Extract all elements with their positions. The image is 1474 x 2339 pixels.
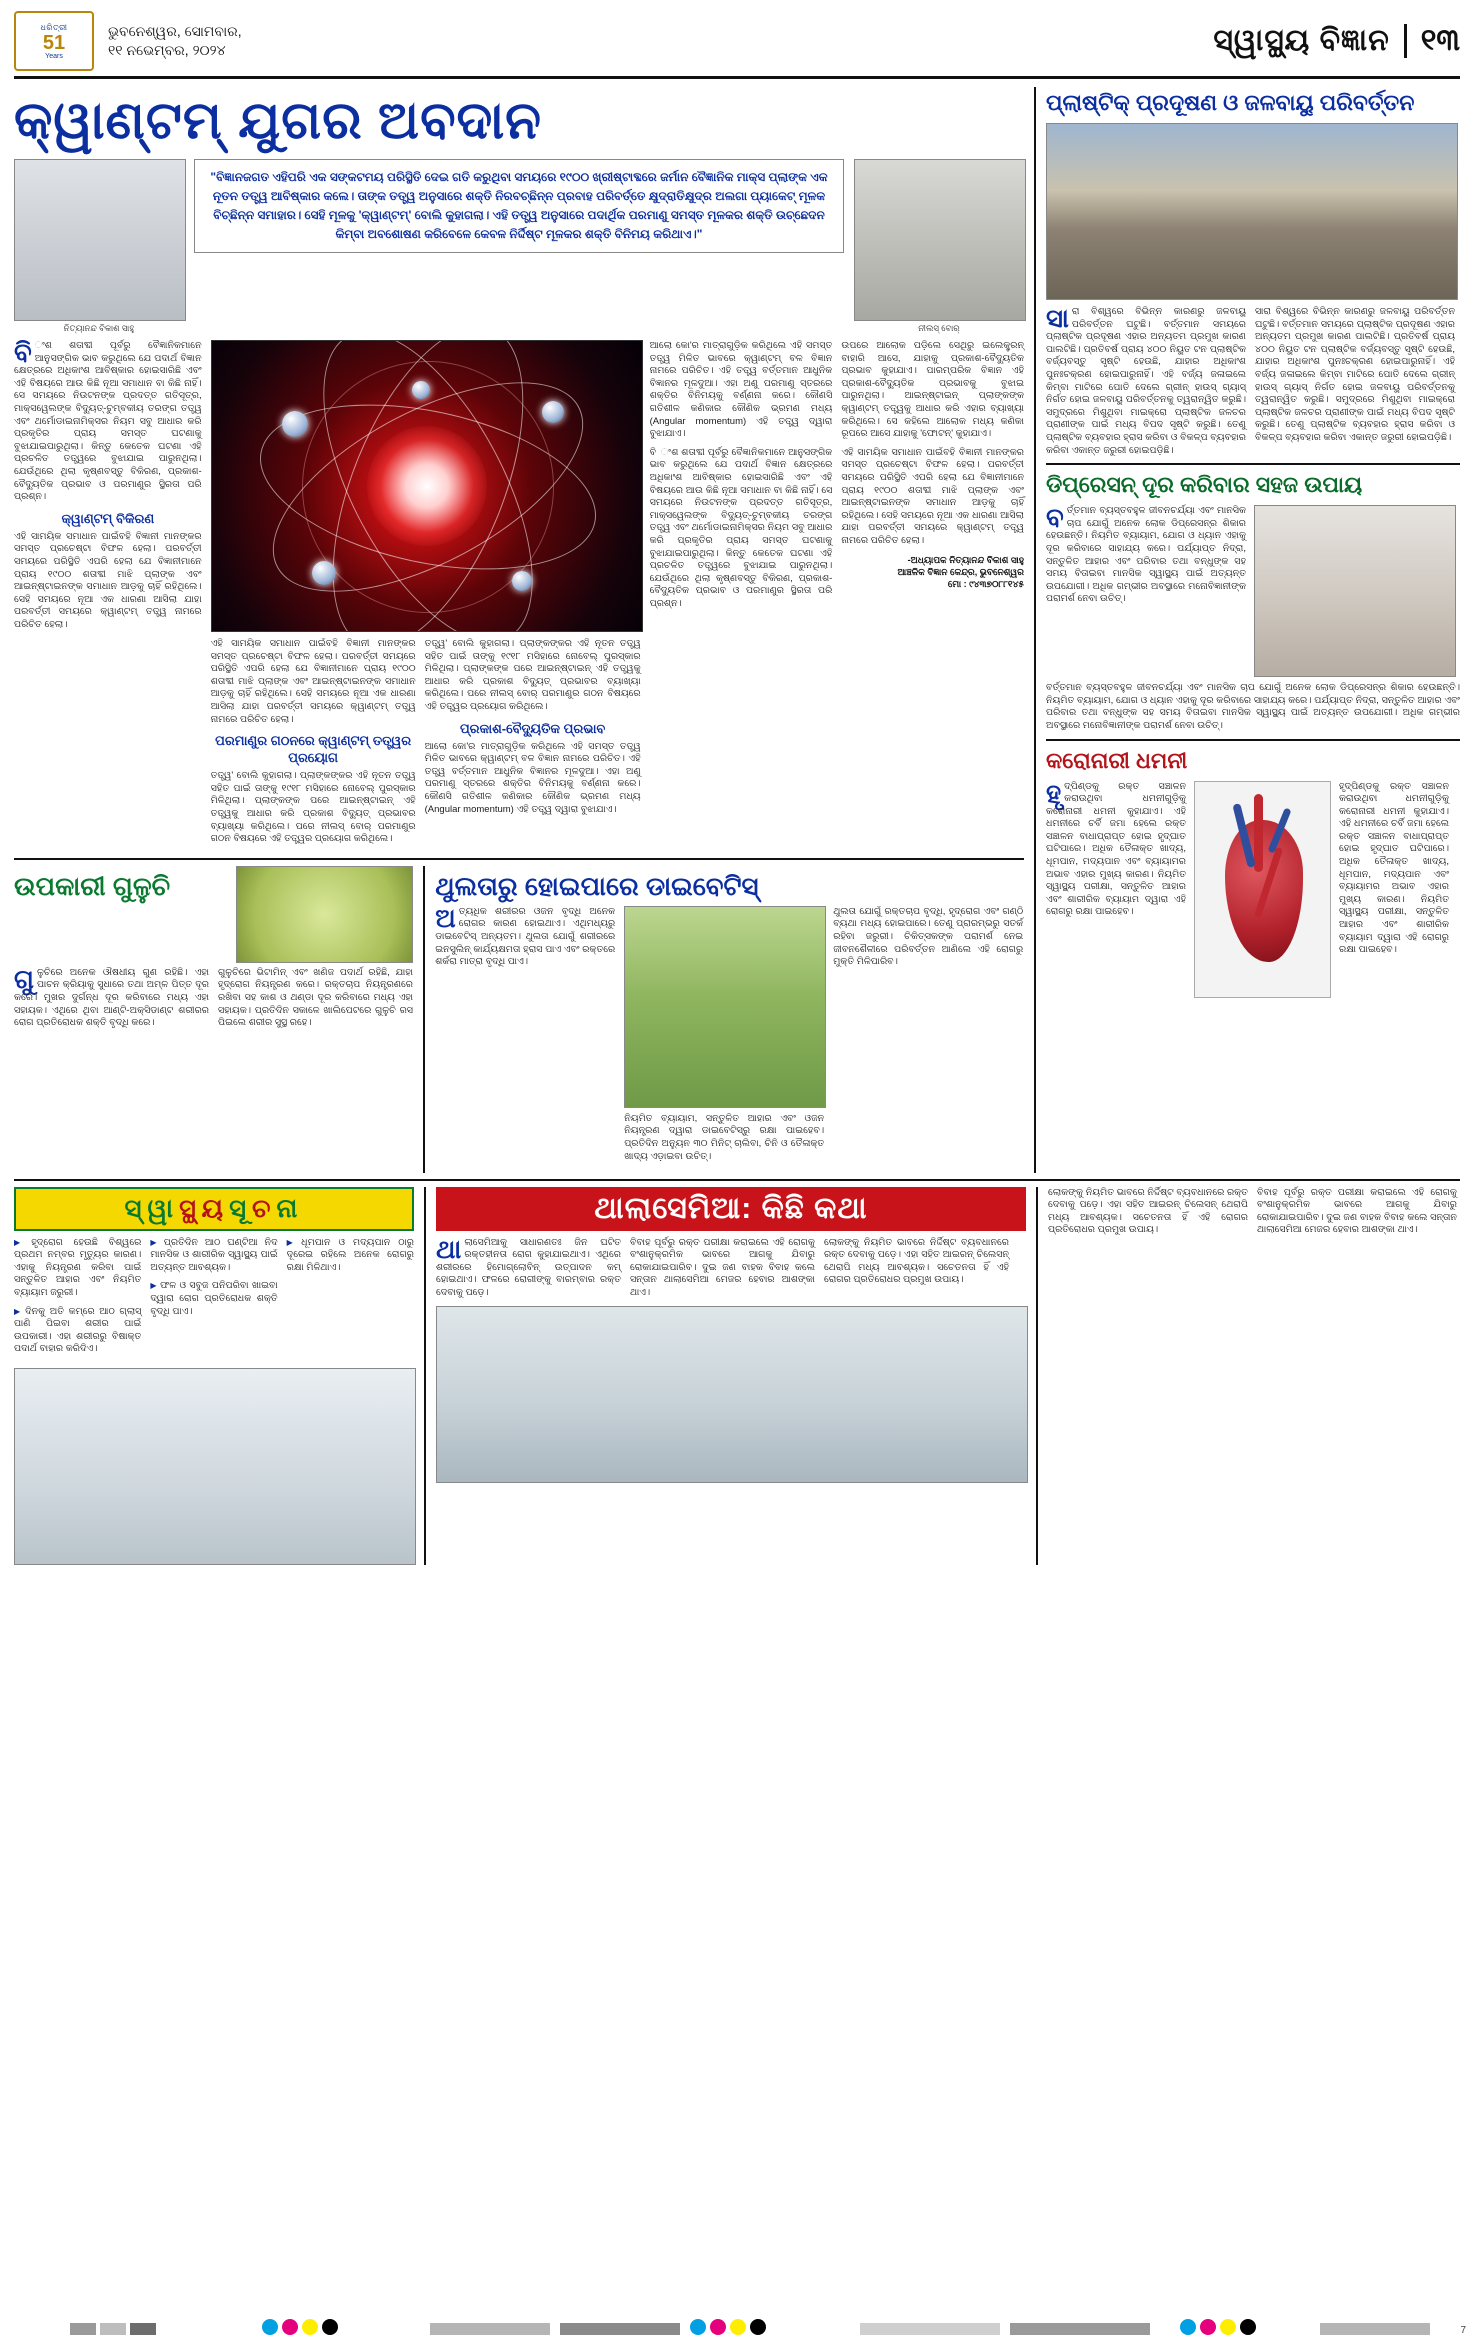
- logo-anniversary-number: 51: [42, 31, 66, 54]
- author-caption: ନିତ୍ୟାନନ୍ଦ ବିକାଶ ସାହୁ: [63, 323, 135, 333]
- reg-dot-magenta-3: [1200, 2319, 1216, 2335]
- page-body: [14, 87, 1460, 1173]
- section-title: ସ୍ୱାସ୍ଥ୍ୟ ବିଜ୍ଞାନ: [1213, 24, 1406, 58]
- author-photo: [14, 159, 186, 321]
- scientist-photo: [854, 159, 1026, 321]
- diabetes-text-2: ନିୟମିତ ବ୍ୟାୟାମ, ସନ୍ତୁଳିତ ଆହାର ଏବଂ ଓଜନ ନିୟନ୍ତ୍ରଣ ଦ୍ୱାରା ଡାଇବେଟିସ୍‌ରୁ ରକ୍ଷା ପାଇହେବ। ପ୍ରତିଦିନ ଅନ୍ୟୁନ ୩୦ ମିନିଟ୍ ଚାଲିବା, ଚିନି ଓ ତୈଳାକ୍ତ ଖାଦ୍ୟ ଏଡ଼ାଇବା ଉଚିତ୍।: [624, 1112, 825, 1162]
- lead-headline: କ୍ୱାଣ୍ଟମ୍ ଯୁଗର ଅବଦାନ: [14, 92, 543, 150]
- edition-date: ୧୧ ନଭେମ୍ବର, ୨୦୨୪: [108, 42, 226, 58]
- reg-gray-2: [100, 2323, 126, 2335]
- diabetes-column-3: [833, 906, 1023, 1173]
- depression-column-1: ବର୍ତ୍ତମାନ ବ୍ୟସ୍ତବହୁଳ ଜୀବନଚର୍ଯ୍ୟା ଏବଂ ମାନସିକ ଚାପ ଯୋଗୁଁ ଅନେକ ଲୋକ ଡିପ୍ରେସନ୍‌ର ଶିକାର ହେଉଛନ୍ତି। ନିୟମିତ ବ୍ୟାୟାମ, ଯୋଗ ଓ ଧ୍ୟାନ ଏହାକୁ ଦୂର କରିବାରେ ସାହାଯ୍ୟ କରେ। ପର୍ଯ୍ୟାପ୍ତ ନିଦ୍ରା, ସନ୍ତୁଳିତ ଆହାର ଏବଂ ପରିବାର ତଥା ବନ୍ଧୁଙ୍କ ସହ ସମୟ ବିତାଇବା ମାନସିକ ସ୍ୱାସ୍ଥ୍ୟ ପାଇଁ ଅତ୍ୟନ୍ତ ଉପଯୋଗୀ। ଅଧିକ ଗମ୍ଭୀର ଅବସ୍ଥାରେ ମନୋବିଜ୍ଞାନୀଙ୍କ ପରାମର୍ଶ ନେବା ଉଚିତ୍।: [1046, 502, 1246, 605]
- edition-place: ଭୁବନେଶ୍ୱର, ସୋମବାର,: [108, 23, 242, 39]
- thalassemia-headline: ଥାଲାସେମିଆ: କିଛି କଥା: [436, 1187, 1026, 1231]
- diabetes-column-1: [435, 902, 616, 1173]
- health-tips-column-3: [287, 1237, 414, 1362]
- byline-affiliation: ଆଞ୍ଚଳିକ ବିଜ୍ଞାନ କେନ୍ଦ୍ର, ଭୁବନେଶ୍ୱର: [897, 566, 1024, 577]
- heart-illustration: [1194, 781, 1331, 998]
- thalassemia-column-4: ଲୋକଙ୍କୁ ନିୟମିତ ଭାବରେ ନିର୍ଦ୍ଦିଷ୍ଟ ବ୍ୟବଧାନରେ ରକ୍ତ ଦେବାକୁ ପଡ଼େ। ଏହା ସହିତ ଆଇରନ୍ ଚିଲେସନ୍ ଥେରାପି ମଧ୍ୟ ଆବଶ୍ୟକ। ସଚେତନତା ହିଁ ଏହି ରୋଗର ପ୍ରତିରୋଧର ପ୍ରମୁଖ ଉପାୟ।: [1047, 1186, 1248, 1236]
- cardamom-column-1: [14, 963, 209, 1036]
- reg-gray-strip-4: [1010, 2323, 1150, 2335]
- reg-dot-black-3: [1240, 2319, 1256, 2335]
- banner-part-2: ସ୍ଥ୍ୟ: [179, 1192, 230, 1223]
- lead-paragraph-4: ଆଲୋ କୋ'ର ମାତ୍ରାଗୁଡ଼ିକ କରିଥିଲେ ଏହି ସମସ୍ତ ତତ୍ତ୍ୱ ମିଳିତ ଭାବରେ କ୍ୱାଣ୍ଟମ୍ ବଳ ବିଜ୍ଞାନ ନାମରେ ପରିଚିତ। ଏହି ତତ୍ତ୍ୱ ବର୍ତ୍ତମାନ ଆଧୁନିକ ବିଜ୍ଞାନର ମୂଳଦୁଆ। ଏହା ଅଣୁ ପରମାଣୁ ସ୍ତରରେ ଶକ୍ତିର ବିନିମୟକୁ ବର୍ଣ୍ଣନା କରେ। କୌଣସି ଗତିଶୀଳ କଣିକାର କୌଣିକ ଭ୍ରମଣ ମଧ୍ୟ (Angular momentum) ଏହି ତତ୍ତ୍ୱ ଦ୍ୱାରା ବୁଝାଯାଏ।: [649, 340, 833, 440]
- atom-electron-2: [542, 401, 564, 423]
- publication-logo: [14, 11, 94, 71]
- scientist-caption: ନୀଲସ୍ ବୋର୍: [918, 323, 960, 333]
- subhead-paramanu-gathana: ପରମାଣୁର ଗଠନରେ କ୍ୱାଣ୍ଟମ୍ ତତ୍ତ୍ୱର ପ୍ରୟୋଗ: [215, 733, 412, 766]
- reg-gray-strip-5: [1320, 2323, 1430, 2335]
- right-zone: [1034, 87, 1460, 1173]
- divider-bottom-strip: [14, 1179, 1460, 1181]
- atom-electron-3: [312, 561, 336, 585]
- health-tip-2: ▶ ଦିନକୁ ଅତି କମ୍‌ରେ ଆଠ ଗ୍ଲାସ୍ ପାଣି ପିଇବା ଶରୀର ପାଇଁ ଉପକାରୀ। ଏହା ଶରୀରରୁ ବିଷାକ୍ତ ପଦାର୍ଥ ବାହାର କରିଦିଏ।: [14, 1306, 141, 1356]
- health-tips-column-2: [150, 1237, 277, 1362]
- reg-dot-yellow-2: [730, 2319, 746, 2335]
- cardamom-article: [14, 866, 413, 1173]
- lead-paragraph-4b: ବି ଂଶ ଶତାବ୍ଦୀ ପୂର୍ବରୁ ବୈଜ୍ଞାନିକମାନେ ଆନୁସଙ୍ଗିକ ଭାବ କରୁଥିଲେ ଯେ ପଦାର୍ଥ ବିଜ୍ଞାନ କ୍ଷେତ୍ରରେ ଅଧିକାଂଶ ଆବିଷ୍କାର ହୋଇସାରିଛି ଏବଂ ଏହି ବିଷୟରେ ଆଉ କିଛି ନୂଆ ସମାଧାନ ବା କିଛି ନାହିଁ। ସେ ସମୟରେ ନିଉଟନଙ୍କ ପ୍ରଦତ୍ତ ଗତିସୂତ୍ର, ମାକ୍ସୱେଲଙ୍କ ବିଦ୍ୟୁତ୍-ଚୁମ୍ବକୀୟ ତରଙ୍ଗ ତତ୍ତ୍ୱ ଏବଂ ଥର୍ମୋଡାଇନାମିକ୍ସର ନିୟମ ସବୁ ଆଧାର କରି ପ୍ରକୃତିର ପ୍ରାୟ ସମସ୍ତ ଘଟଣାକୁ ବୁଝାଯାଇପାରୁଥିଲା। କିନ୍ତୁ କେତେକ ଘଟଣା ଏହି ପ୍ରଚଳିତ ତତ୍ତ୍ୱରେ ବୁଝାଯାଇ ପାରୁନଥିଲା। ଯେଉଁଥିରେ ଥିଲା କୃଷ୍ଣବସ୍ତୁ ବିକିରଣ, ପ୍ରକାଶ-ବୈଦ୍ୟୁତିକ ପ୍ରଭାବ ଓ ପରମାଣୁର ସ୍ଥିରତା ପରି ପ୍ରଶ୍ନ।: [649, 446, 833, 609]
- print-registration-bar: [0, 2317, 1474, 2339]
- author-photo-block: [14, 159, 184, 334]
- divider-vertical-footer: [424, 1187, 426, 1565]
- health-tip-4: ▶ ଫଳ ଓ ସବୁଜ ପନିପରିବା ଖାଇବା ଦ୍ୱାରା ରୋଗ ପ୍ରତିରୋଧକ ଶକ୍ତି ବୃଦ୍ଧି ପାଏ।: [150, 1280, 277, 1318]
- reg-dot-yellow-1: [302, 2319, 318, 2335]
- plastic-pollution-photo: [1046, 123, 1458, 300]
- blood-donation-photo: [436, 1306, 1028, 1483]
- byline-phone: ମୋ : ୯୪୩୭୦୮୮୧୪୫: [947, 578, 1024, 589]
- lead-column-5: [841, 340, 1024, 852]
- cardamom-column-2: [218, 967, 413, 1036]
- lead-paragraph-1: ବିଂଶ ଶତାବ୍ଦୀ ପୂର୍ବରୁ ବୈଜ୍ଞାନିକମାନେ ଆନୁସଙ୍ଗିକ ଭାବ କରୁଥିଲେ ଯେ ପଦାର୍ଥ ବିଜ୍ଞାନ କ୍ଷେତ୍ରରେ ଅଧିକାଂଶ ଆବିଷ୍କାର ହୋଇସାରିଛି ଏବଂ ଏହି ବିଷୟରେ ଆଉ କିଛି ନୂଆ ସମାଧାନ ବା କିଛି ନାହିଁ। ସେ ସମୟରେ ନିଉଟନଙ୍କ ପ୍ରଦତ୍ତ ଗତିସୂତ୍ର, ମାକ୍ସୱେଲଙ୍କ ବିଦ୍ୟୁତ୍-ଚୁମ୍ବକୀୟ ତରଙ୍ଗ ତତ୍ତ୍ୱ ଏବଂ ଥର୍ମୋଡାଇନାମିକ୍ସର ନିୟମ ସବୁ ଆଧାର କରି ପ୍ରକୃତିର ପ୍ରାୟ ସମସ୍ତ ଘଟଣାକୁ ବୁଝାଯାଇପାରୁଥିଲା। କିନ୍ତୁ କେତେକ ଘଟଣା ଏହି ପ୍ରଚଳିତ ତତ୍ତ୍ୱରେ ବୁଝାଯାଇ ପାରୁନଥିଲା। ଯେଉଁଥିରେ ଥିଲା କୃଷ୍ଣବସ୍ତୁ ବିକିରଣ, ପ୍ରକାଶ-ବୈଦ୍ୟୁତିକ ପ୍ରଭାବ ଓ ପରମାଣୁର ସ୍ଥିରତା ପରି ପ୍ରଶ୍ନ।: [14, 337, 202, 503]
- thalassemia-column-3: ଲୋକଙ୍କୁ ନିୟମିତ ଭାବରେ ନିର୍ଦ୍ଦିଷ୍ଟ ବ୍ୟବଧାନରେ ରକ୍ତ ଦେବାକୁ ପଡ଼େ। ଏହା ସହିତ ଆଇରନ୍ ଚିଲେସନ୍ ଥେରାପି ମଧ୍ୟ ଆବଶ୍ୟକ। ସଚେତନତା ହିଁ ଏହି ରୋଗର ପ୍ରତିରୋଧର ପ୍ରମୁଖ ଉପାୟ।: [823, 1236, 1009, 1286]
- thalassemia-column-2: ବିବାହ ପୂର୍ବରୁ ରକ୍ତ ପରୀକ୍ଷା କରାଇଲେ ଏହି ରୋଗକୁ ବଂଶାନୁକ୍ରମିକ ଭାବରେ ଆଗକୁ ଯିବାରୁ ରୋକାଯାଇପାରିବ। ଦୁଇ ଜଣ ବାହକ ବିବାହ କଲେ ସନ୍ତାନ ଥାଲାସେମିଆ ମେଜର ହେବାର ଆଶଙ୍କା ଥାଏ।: [629, 1236, 815, 1298]
- lead-column-4: [650, 340, 833, 852]
- lead-paragraph-5b: ଏହି ସାମୟିକ ସମାଧାନ ପାଇଁବହି ବିଜ୍ଞାନୀ ମାନଙ୍କର ସମସ୍ତ ପ୍ରଚେଷ୍ଟା ବିଫଳ ହେଲା। ପରବର୍ତ୍ତୀ ସମୟରେ ପରିସ୍ଥିତି ଏପରି ହେଲା ଯେ ବିଜ୍ଞାନୀମାନେ ପ୍ରାୟ ୧୯୦୦ ଶତାବ୍ଦୀ ମାଝି ପ୍ଲାଙ୍କ ଏବଂ ଆଇନ୍‌ଷ୍ଟାଇନଙ୍କ ସମାଧାନ ଆଡ଼କୁ ଚାହିଁ ରହିଥିଲେ। ସେହି ସମୟରେ ନୂଆ ଏକ ଧାରଣା ଆସିଲା ଯାହା ପରବର୍ତ୍ତୀ ସମୟରେ କ୍ୱାଣ୍ଟମ୍ ତତ୍ତ୍ୱ ନାମରେ ପରିଚିତ ହେଲା।: [841, 446, 1024, 546]
- thalassemia-column-1: ଥାଲାସେମିଆକୁ ସାଧାରଣତଃ ଜିନ ଘଟିତ ରକ୍ତହୀନତା ରୋଗ କୁହାଯାଇଥାଏ। ଏଥିରେ ଶରୀରରେ ହିମୋଗ୍ଲୋବିନ୍ ଉତ୍ପାଦନ କମ୍ ହୋଇଥାଏ। ଫଳରେ ରୋଗୀଙ୍କୁ ବାରମ୍ବାର ରକ୍ତ ଦେବାକୁ ପଡ଼େ।: [435, 1233, 621, 1298]
- health-tips-section: [14, 1187, 414, 1565]
- health-tip-5: ▶ ଧୂମପାନ ଓ ମଦ୍ୟପାନ ଠାରୁ ଦୂରେଇ ରହିଲେ ଅନେକ ରୋଗରୁ ରକ୍ଷା ମିଳିଥାଏ।: [287, 1237, 414, 1275]
- plastic-column-1: ସାରା ବିଶ୍ୱରେ ବିଭିନ୍ନ କାରଣରୁ ଜଳବାୟୁ ପରିବର୍ତ୍ତନ ଘଟୁଛି। ବର୍ତ୍ତମାନ ସମୟରେ ପ୍ଲାଷ୍ଟିକ ପ୍ରଦୂଷଣ ଏହାର ଅନ୍ୟତମ ପ୍ରମୁଖ କାରଣ ପାଲଟିଛି। ପ୍ରତିବର୍ଷ ପ୍ରାୟ ୪୦୦ ନିୟୁତ ଟନ ପ୍ଲାଷ୍ଟିକ ବର୍ଜ୍ୟବସ୍ତୁ ସୃଷ୍ଟି ହେଉଛି, ଯାହାର ଅଧିକାଂଶ ପୁନଃଚକ୍ରଣ ହୋଇପାରୁନାହିଁ। ଏହି ବର୍ଜ୍ୟ ଜଳାଇଲେ କିମ୍ବା ମାଟିରେ ପୋତି ଦେଲେ ଗ୍ରୀନ୍ ହାଉସ୍ ଗ୍ୟାସ୍ ନିର୍ଗତ ହୋଇ ଜଳବାୟୁ ପରିବର୍ତ୍ତନକୁ ତ୍ୱରାନ୍ୱିତ କରୁଛି। ସମୁଦ୍ରରେ ମିଶୁଥିବା ମାଇକ୍ରୋ ପ୍ଲାଷ୍ଟିକ ଜଳଚର ପ୍ରାଣୀଙ୍କ ପାଇଁ ମଧ୍ୟ ବିପଦ ସୃଷ୍ଟି କରୁଛି। ତେଣୁ ପ୍ଲାଷ୍ଟିକ ବ୍ୟବହାର ହ୍ରାସ କରିବା ଓ ବିକଳ୍ପ ବ୍ୟବହାର କରିବା ଏକାନ୍ତ ଜରୁରୀ ହୋଇପଡ଼ିଛି।: [1046, 303, 1246, 456]
- cardamom-headline: ଉପକାରୀ ଗୁଳୁଚି: [14, 870, 171, 901]
- logo-top-text: ଧରିତ୍ରୀ: [40, 22, 68, 32]
- reg-dot-cyan-1: [262, 2319, 278, 2335]
- thalassemia-column-5: ବିବାହ ପୂର୍ବରୁ ରକ୍ତ ପରୀକ୍ଷା କରାଇଲେ ଏହି ରୋଗକୁ ବଂଶାନୁକ୍ରମିକ ଭାବରେ ଆଗକୁ ଯିବାରୁ ରୋକାଯାଇପାରିବ। ଦୁଇ ଜଣ ବାହକ ବିବାହ କଲେ ସନ୍ତାନ ଥାଲାସେମିଆ ମେଜର ହେବାର ଆଶଙ୍କା ଥାଏ।: [1256, 1186, 1457, 1236]
- health-tips-column-1: [14, 1237, 141, 1362]
- divider-lead-bottom: [14, 858, 1024, 860]
- banner-part-3: ସୂ: [229, 1192, 253, 1223]
- atom-electron-4: [512, 571, 532, 591]
- atom-electron-5: [412, 381, 430, 399]
- atom-electron-1: [282, 411, 308, 437]
- lead-column-1: [14, 337, 202, 852]
- lead-paragraph-3b: ଆଲୋ କୋ'ର ମାତ୍ରାଗୁଡ଼ିକ କରିଥିଲେ ଏହି ସମସ୍ତ ତତ୍ତ୍ୱ ମିଳିତ ଭାବରେ କ୍ୱାଣ୍ଟମ୍ ବଳ ବିଜ୍ଞାନ ନାମରେ ପରିଚିତ। ଏହି ତତ୍ତ୍ୱ ବର୍ତ୍ତମାନ ଆଧୁନିକ ବିଜ୍ଞାନର ମୂଳଦୁଆ। ଏହା ଅଣୁ ପରମାଣୁ ସ୍ତରରେ ଶକ୍ତିର ବିନିମୟକୁ ବର୍ଣ୍ଣନା କରେ। କୌଣସି ଗତିଶୀଳ କଣିକାର କୌଣିକ ଭ୍ରମଣ ମଧ୍ୟ (Angular momentum) ଏହି ତତ୍ତ୍ୱ ଦ୍ୱାରା ବୁଝାଯାଏ।: [424, 740, 641, 815]
- reg-dot-black-1: [322, 2319, 338, 2335]
- article-byline: [841, 554, 1024, 590]
- reg-dot-cyan-2: [690, 2319, 706, 2335]
- lead-paragraph-1b: ଏହି ସାମୟିକ ସମାଧାନ ପାଇଁବହି ବିଜ୍ଞାନୀ ମାନଙ୍କର ସମସ୍ତ ପ୍ରଚେଷ୍ଟା ବିଫଳ ହେଲା। ପରବର୍ତ୍ତୀ ସମୟରେ ପରିସ୍ଥିତି ଏପରି ହେଲା ଯେ ବିଜ୍ଞାନୀମାନେ ପ୍ରାୟ ୧୯୦୦ ଶତାବ୍ଦୀ ମାଝି ପ୍ଲାଙ୍କ ଏବଂ ଆଇନ୍‌ଷ୍ଟାଇନଙ୍କ ସମାଧାନ ଆଡ଼କୁ ଚାହିଁ ରହିଥିଲେ। ସେହି ସମୟରେ ନୂଆ ଏକ ଧାରଣା ଆସିଲା ଯାହା ପରବର୍ତ୍ତୀ ସମୟରେ କ୍ୱାଣ୍ଟମ୍ ତତ୍ତ୍ୱ ନାମରେ ପରିଚିତ ହେଲା।: [14, 530, 202, 630]
- diabetes-photo-block: [624, 906, 824, 1173]
- coronary-artery-main: [1254, 794, 1263, 871]
- reg-gray-3: [130, 2323, 156, 2335]
- juice-photo: [14, 1368, 416, 1565]
- health-tip-3: ▶ ପ୍ରତିଦିନ ଆଠ ଘଣ୍ଟିଆ ନିଦ ମାନସିକ ଓ ଶାରୀରିକ ସ୍ୱାସ୍ଥ୍ୟ ପାଇଁ ଅତ୍ୟନ୍ତ ଆବଶ୍ୟକ।: [150, 1237, 277, 1275]
- lead-paragraph-2: ଏହି ସାମୟିକ ସମାଧାନ ପାଇଁବହି ବିଜ୍ଞାନୀ ମାନଙ୍କର ସମସ୍ତ ପ୍ରଚେଷ୍ଟା ବିଫଳ ହେଲା। ପରବର୍ତ୍ତୀ ସମୟରେ ପରିସ୍ଥିତି ଏପରି ହେଲା ଯେ ବିଜ୍ଞାନୀମାନେ ପ୍ରାୟ ୧୯୦୦ ଶତାବ୍ଦୀ ମାଝି ପ୍ଲାଙ୍କ ଏବଂ ଆଇନ୍‌ଷ୍ଟାଇନଙ୍କ ସମାଧାନ ଆଡ଼କୁ ଚାହିଁ ରହିଥିଲେ। ସେହି ସମୟରେ ନୂଆ ଏକ ଧାରଣା ଆସିଲା ଯାହା ପରବର୍ତ୍ତୀ ସମୟରେ କ୍ୱାଣ୍ଟମ୍ ତତ୍ତ୍ୱ ନାମରେ ପରିଚିତ ହେଲା।: [210, 638, 416, 725]
- lead-paragraph-3: ତତ୍ତ୍ୱ' ବୋଲି କୁହାଗଲା। ପ୍ଲାଙ୍କଙ୍କର ଏହି ନୂତନ ତତ୍ତ୍ୱ ସହିତ ପାଇଁ ତାଙ୍କୁ ୧୯୧୮ ମସିହାରେ ନୋବେଲ୍ ପୁରସ୍କାର ମିଳିଥିଲା। ପ୍ଲାଙ୍କଙ୍କ ପରେ ଆଇନ୍‌ଷ୍ଟାଇନ୍ ଏହି ତତ୍ତ୍ୱକୁ ଆଧାର କରି ପ୍ରକାଶ ବିଦ୍ୟୁତ୍ ପ୍ରଭାବର ବ୍ୟାଖ୍ୟା କରିଥିଲେ। ପରେ ନୀଲସ୍ ବୋର୍ ପରମାଣୁର ଗଠନ ବିଷୟରେ ଏହି ତତ୍ତ୍ୱର ପ୍ରୟୋଗ କରିଥିଲେ।: [424, 638, 641, 712]
- diabetes-text-1: ଅତ୍ୟଧିକ ଶରୀରର ଓଜନ ବୃଦ୍ଧି ଅନେକ ରୋଗର କାରଣ ହୋଇଥାଏ। ଏଥିମଧ୍ୟରୁ ଡାଇବେଟିସ୍ ଅନ୍ୟତମ। ଥୁଲତା ଯୋଗୁଁ ଶରୀରରେ ଇନସୁଲିନ୍ କାର୍ଯ୍ୟକ୍ଷମତା ହ୍ରାସ ପାଏ ଏବଂ ରକ୍ତରେ ଶର୍କରା ମାତ୍ରା ବୃଦ୍ଧି ପାଏ।: [435, 902, 616, 968]
- depression-column-2: ବର୍ତ୍ତମାନ ବ୍ୟସ୍ତବହୁଳ ଜୀବନଚର୍ଯ୍ୟା ଏବଂ ମାନସିକ ଚାପ ଯୋଗୁଁ ଅନେକ ଲୋକ ଡିପ୍ରେସନ୍‌ର ଶିକାର ହେଉଛନ୍ତି। ନିୟମିତ ବ୍ୟାୟାମ, ଯୋଗ ଓ ଧ୍ୟାନ ଏହାକୁ ଦୂର କରିବାରେ ସାହାଯ୍ୟ କରେ। ପର୍ଯ୍ୟାପ୍ତ ନିଦ୍ରା, ସନ୍ତୁଳିତ ଆହାର ଏବଂ ପରିବାର ତଥା ବନ୍ଧୁଙ୍କ ସହ ସମୟ ବିତାଇବା ମାନସିକ ସ୍ୱାସ୍ଥ୍ୟ ପାଇଁ ଅତ୍ୟନ୍ତ ଉପଯୋଗୀ। ଅଧିକ ଗମ୍ଭୀର ଅବସ୍ଥାରେ ମନୋବିଜ୍ଞାନୀଙ୍କ ପରାମର୍ଶ ନେବା ଉଚିତ୍।: [1046, 682, 1460, 731]
- reg-dot-magenta-1: [282, 2319, 298, 2335]
- scientist-photo-block: [854, 159, 1024, 334]
- edition-info: [108, 22, 242, 60]
- cardamom-text-1: ଗୁଳୁଚିରେ ଅନେକ ଔଷଧୀୟ ଗୁଣ ରହିଛି। ଏହା ପାଚନ କ୍ରିୟାକୁ ସୁଧାରେ ତଥା ଅମ୍ଳ ପିତ୍ତ ଦୂର କରେ। ମୁଖର ଦୁର୍ଗନ୍ଧ ଦୂର କରିବାରେ ମଧ୍ୟ ଏହା ସହାୟକ। ଏଥିରେ ଥିବା ଆଣ୍ଟି-ଅକ୍ସିଡାଣ୍ଟ ଶରୀରର ରୋଗ ପ୍ରତିରୋଧକ ଶକ୍ତି ବୃଦ୍ଧି କରେ।: [14, 963, 209, 1029]
- reg-gray-1: [70, 2323, 96, 2335]
- logo-years-label: Years: [45, 52, 63, 60]
- reg-dot-magenta-2: [710, 2319, 726, 2335]
- diabetes-article: [435, 866, 1024, 1173]
- heart-column-2: ହୃଦ୍‌ପିଣ୍ଡକୁ ରକ୍ତ ସଞ୍ଚାଳନ କରାଉଥିବା ଧମନୀଗୁଡ଼ିକୁ କରୋନାରୀ ଧମନୀ କୁହାଯାଏ। ଏହି ଧମନୀରେ ଚର୍ବି ଜମା ହେଲେ ରକ୍ତ ସଞ୍ଚାଳନ ବାଧାପ୍ରାପ୍ତ ହୋଇ ହୃଦ୍‌ଘାତ ଘଟିପାରେ। ଅଧିକ ତୈଳାକ୍ତ ଖାଦ୍ୟ, ଧୂମପାନ, ମଦ୍ୟପାନ ଏବଂ ବ୍ୟାୟାମର ଅଭାବ ଏହାର ମୁଖ୍ୟ କାରଣ। ନିୟମିତ ସ୍ୱାସ୍ଥ୍ୟ ପରୀକ୍ଷା, ସନ୍ତୁଳିତ ଆହାର ଏବଂ ଶାରୀରିକ ବ୍ୟାୟାମ ଦ୍ୱାରା ଏହି ରୋଗରୁ ରକ୍ଷା ପାଇହେବ।: [1339, 780, 1449, 956]
- heart-headline: କରୋନାରୀ ଧମନୀ: [1046, 747, 1188, 773]
- lead-paragraph-2b: ତତ୍ତ୍ୱ' ବୋଲି କୁହାଗଲା। ପ୍ଲାଙ୍କଙ୍କର ଏହି ନୂତନ ତତ୍ତ୍ୱ ସହିତ ପାଇଁ ତାଙ୍କୁ ୧୯୧୮ ମସିହାରେ ନୋବେଲ୍ ପୁରସ୍କାର ମିଳିଥିଲା। ପ୍ଲାଙ୍କଙ୍କ ପରେ ଆଇନ୍‌ଷ୍ଟାଇନ୍ ଏହି ତତ୍ତ୍ୱକୁ ଆଧାର କରି ପ୍ରକାଶ ବିଦ୍ୟୁତ୍ ପ୍ରଭାବର ବ୍ୟାଖ୍ୟା କରିଥିଲେ। ପରେ ନୀଲସ୍ ବୋର୍ ପରମାଣୁର ଗଠନ ବିଷୟରେ ଏହି ତତ୍ତ୍ୱର ପ୍ରୟୋଗ କରିଥିଲେ।: [210, 770, 416, 845]
- lead-column-2: [211, 638, 416, 852]
- thalassemia-extra-column: [1036, 1187, 1460, 1565]
- diabetes-text-3: ଥୁଲତା ଯୋଗୁଁ ରକ୍ତଚାପ ବୃଦ୍ଧି, ହୃଦ୍‌ରୋଗ ଏବଂ ଗଣ୍ଠି ବ୍ୟଥା ମଧ୍ୟ ହୋଇପାରେ। ତେଣୁ ପ୍ରାରମ୍ଭରୁ ସତର୍କ ରହିବା ଜରୁରୀ। ଚିକିତ୍ସକଙ୍କ ପରାମର୍ଶ ନେଇ ଜୀବନଶୈଳୀରେ ପରିବର୍ତ୍ତନ ଆଣିଲେ ଏହି ରୋଗରୁ ମୁକ୍ତି ମିଳିପାରିବ।: [833, 905, 1024, 968]
- cardamom-photo: [236, 866, 413, 963]
- divider-depression: [1046, 739, 1460, 741]
- depression-photo: [1254, 505, 1456, 677]
- jogger-photo: [624, 906, 826, 1108]
- lead-column-3: [425, 638, 641, 852]
- masthead: [14, 10, 1460, 79]
- lead-paragraph-5: ଉପରେ ଆଲୋକ ପଡ଼ିଲେ ସେଥିରୁ ଇଲେକ୍ଟ୍ରନ୍ ବାହାରି ଆସେ, ଯାହାକୁ ପ୍ରକାଶ-ବୈଦ୍ୟୁତିକ ପ୍ରଭାବ କୁହାଯାଏ। ପାରମ୍ପରିକ ବିଜ୍ଞାନ ଏହି ପ୍ରକାଶ-ବୈଦ୍ୟୁତିକ ପ୍ରଭାବକୁ ବୁଝାଇ ପାରୁନଥିଲା। ଆଇନ୍‌ଷ୍ଟାଇନ୍ ପ୍ଲାଙ୍କଙ୍କ କ୍ୱାଣ୍ଟମ୍ ତତ୍ତ୍ୱକୁ ଆଧାର କରି ଏହାର ବ୍ୟାଖ୍ୟା କରିଥିଲେ। ସେ କହିଲେ ଆଲୋକ ମଧ୍ୟ କଣିକା ରୂପରେ ଆସେ ଯାହାକୁ 'ଫୋଟନ୍' କୁହାଯାଏ।: [841, 340, 1024, 440]
- reg-gray-strip-3: [860, 2323, 1000, 2335]
- reg-dot-yellow-3: [1220, 2319, 1236, 2335]
- plastic-headline: ପ୍ଲାଷ୍ଟିକ୍ ପ୍ରଦୂଷଣ ଓ ଜଳବାୟୁ ପରିବର୍ତ୍ତନ: [1046, 90, 1415, 115]
- atom-illustration: [211, 340, 643, 632]
- divider-plastic: [1046, 463, 1460, 465]
- depression-headline: ଡିପ୍ରେସନ୍ ଦୂର କରିବାର ସହଜ ଉପାୟ: [1046, 472, 1363, 498]
- subhead-prakash-baidyutik: ପ୍ରକାଶ-ବୈଦ୍ୟୁତିକ ପ୍ରଭାବ: [459, 720, 606, 736]
- reg-dot-cyan-3: [1180, 2319, 1196, 2335]
- diabetes-headline: ଥୁଲତାରୁ ହୋଇପାରେ ଡାଇବେଟିସ୍: [435, 870, 759, 901]
- health-tip-1: ▶ ହୃଦ୍‌ରୋଗ ହେଉଛି ବିଶ୍ୱରେ ପ୍ରଥମ ନମ୍ବର ମୃତ୍ୟୁର କାରଣ। ଏହାକୁ ନିୟନ୍ତ୍ରଣ କରିବା ପାଇଁ ସନ୍ତୁଳିତ ଆହାର ଏବଂ ନିୟମିତ ବ୍ୟାୟାମ ଜରୁରୀ।: [14, 1237, 141, 1300]
- divider-vertical-bottom: [423, 866, 425, 1173]
- pull-quote: "ବିଜ୍ଞାନଜଗତ ଏହିପରି ଏକ ସଙ୍କଟମୟ ପରିସ୍ଥିତି ଦେଇ ଗତି କରୁଥିବା ସମୟରେ ୧୯୦୦ ଖ୍ରୀଷ୍ଟାବ୍ଦରେ ଜର୍ମାନ ବୈଜ୍ଞାନିକ ମାକ୍ସ ପ୍ଲାଙ୍କ ଏକ ନୂତନ ତତ୍ତ୍ୱ ଆବିଷ୍କାର କଲେ। ତାଙ୍କ ତତ୍ତ୍ୱ ଅନୁସାରେ ଶକ୍ତି ନିରବଚ୍ଛିନ୍ନ ପ୍ରବାହ ପରିବର୍ତ୍ତେ କ୍ଷୁଦ୍ରାତିକ୍ଷୁଦ୍ର ଅଲଗା ପ୍ୟାକେଟ୍ ମୂଳକ ବିଚ୍ଛିନ୍ନ ସମାହାର। ସେହି ମୂଳକୁ 'କ୍ୱାଣ୍ଟମ୍' ବୋଲି କୁହାଗଲା। ଏହି ତତ୍ତ୍ୱ ଅନୁସାରେ ପଦାର୍ଥିକ ପରମାଣୁ ସମସ୍ତ ମୂଳକର ଶକ୍ତି ଉଚ୍ଛେଦନ କିମ୍ବା ଅବଶୋଷଣ କରିବେଳେ କେବଳ ନିର୍ଦ୍ଦିଷ୍ଟ ମୂଳକର ଶକ୍ତି ବିନିମୟ କରିଥାଏ।": [194, 159, 844, 253]
- reg-dot-black-2: [750, 2319, 766, 2335]
- cardamom-text-2: ଗୁଳୁଚିରେ ଭିଟାମିନ୍ ଏବଂ ଖଣିଜ ପଦାର୍ଥ ରହିଛି, ଯାହା ହୃଦ୍‌ରୋଗ ନିୟନ୍ତ୍ରଣ କରେ। ରକ୍ତଚାପ ନିୟନ୍ତ୍ରଣରେ ରଖିବା ସହ କାଶ ଓ ଥଣ୍ଡା ଦୂର କରିବାରେ ମଧ୍ୟ ଏହା ସହାୟକ। ପ୍ରତିଦିନ ସକାଳେ ଖାଲିପେଟରେ ଗୁଳୁଚି ରସ ପିଇଲେ ଶରୀର ସୁସ୍ଥ ରହେ।: [218, 966, 413, 1029]
- byline-author: -ଅଧ୍ୟାପକ ନିତ୍ୟାନନ୍ଦ ବିକାଶ ସାହୁ: [907, 554, 1024, 565]
- reg-gray-strip-1: [430, 2323, 550, 2335]
- health-tips-banner: [14, 1187, 414, 1231]
- heart-column-1: ହୃଦ୍‌ପିଣ୍ଡକୁ ରକ୍ତ ସଞ୍ଚାଳନ କରାଉଥିବା ଧମନୀଗୁଡ଼ିକୁ କରୋନାରୀ ଧମନୀ କୁହାଯାଏ। ଏହି ଧମନୀରେ ଚର୍ବି ଜମା ହେଲେ ରକ୍ତ ସଞ୍ଚାଳନ ବାଧାପ୍ରାପ୍ତ ହୋଇ ହୃଦ୍‌ଘାତ ଘଟିପାରେ। ଅଧିକ ତୈଳାକ୍ତ ଖାଦ୍ୟ, ଧୂମପାନ, ମଦ୍ୟପାନ ଏବଂ ବ୍ୟାୟାମର ଅଭାବ ଏହାର ମୁଖ୍ୟ କାରଣ। ନିୟମିତ ସ୍ୱାସ୍ଥ୍ୟ ପରୀକ୍ଷା, ସନ୍ତୁଳିତ ଆହାର ଏବଂ ଶାରୀରିକ ବ୍ୟାୟାମ ଦ୍ୱାରା ଏହି ରୋଗରୁ ରକ୍ଷା ପାଇହେବ।: [1046, 777, 1186, 918]
- page-number: ୧୩: [1420, 24, 1460, 57]
- banner-part-5: ନା: [276, 1192, 304, 1223]
- plastic-column-2: ସାରା ବିଶ୍ୱରେ ବିଭିନ୍ନ କାରଣରୁ ଜଳବାୟୁ ପରିବର୍ତ୍ତନ ଘଟୁଛି। ବର୍ତ୍ତମାନ ସମୟରେ ପ୍ଲାଷ୍ଟିକ ପ୍ରଦୂଷଣ ଏହାର ଅନ୍ୟତମ ପ୍ରମୁଖ କାରଣ ପାଲଟିଛି। ପ୍ରତିବର୍ଷ ପ୍ରାୟ ୪୦୦ ନିୟୁତ ଟନ ପ୍ଲାଷ୍ଟିକ ବର୍ଜ୍ୟବସ୍ତୁ ସୃଷ୍ଟି ହେଉଛି, ଯାହାର ଅଧିକାଂଶ ପୁନଃଚକ୍ରଣ ହୋଇପାରୁନାହିଁ। ଏହି ବର୍ଜ୍ୟ ଜଳାଇଲେ କିମ୍ବା ମାଟିରେ ପୋତି ଦେଲେ ଗ୍ରୀନ୍ ହାଉସ୍ ଗ୍ୟାସ୍ ନିର୍ଗତ ହୋଇ ଜଳବାୟୁ ପରିବର୍ତ୍ତନକୁ ତ୍ୱରାନ୍ୱିତ କରୁଛି। ସମୁଦ୍ରରେ ମିଶୁଥିବା ମାଇକ୍ରୋ ପ୍ଲାଷ୍ଟିକ ଜଳଚର ପ୍ରାଣୀଙ୍କ ପାଇଁ ମଧ୍ୟ ବିପଦ ସୃଷ୍ଟି କରୁଛି। ତେଣୁ ପ୍ଲାଷ୍ଟିକ ବ୍ୟବହାର ହ୍ରାସ କରିବା ଓ ବିକଳ୍ପ ବ୍ୟବହାର କରିବା ଏକାନ୍ତ ଜରୁରୀ ହୋଇପଡ଼ିଛି।: [1255, 306, 1455, 443]
- banner-part-4: ଚ: [252, 1192, 277, 1223]
- left-zone: [14, 87, 1024, 1173]
- footer-page-mark: 7: [1460, 2325, 1466, 2336]
- lead-center-block: [211, 340, 641, 852]
- reg-gray-strip-2: [560, 2323, 680, 2335]
- subhead-krushna-bastu: କ୍ୱାଣ୍ଟମ୍ ବିକିରଣ: [61, 510, 155, 526]
- banner-part-1: ସ୍ୱା: [124, 1192, 180, 1223]
- thalassemia-section: [436, 1187, 1026, 1565]
